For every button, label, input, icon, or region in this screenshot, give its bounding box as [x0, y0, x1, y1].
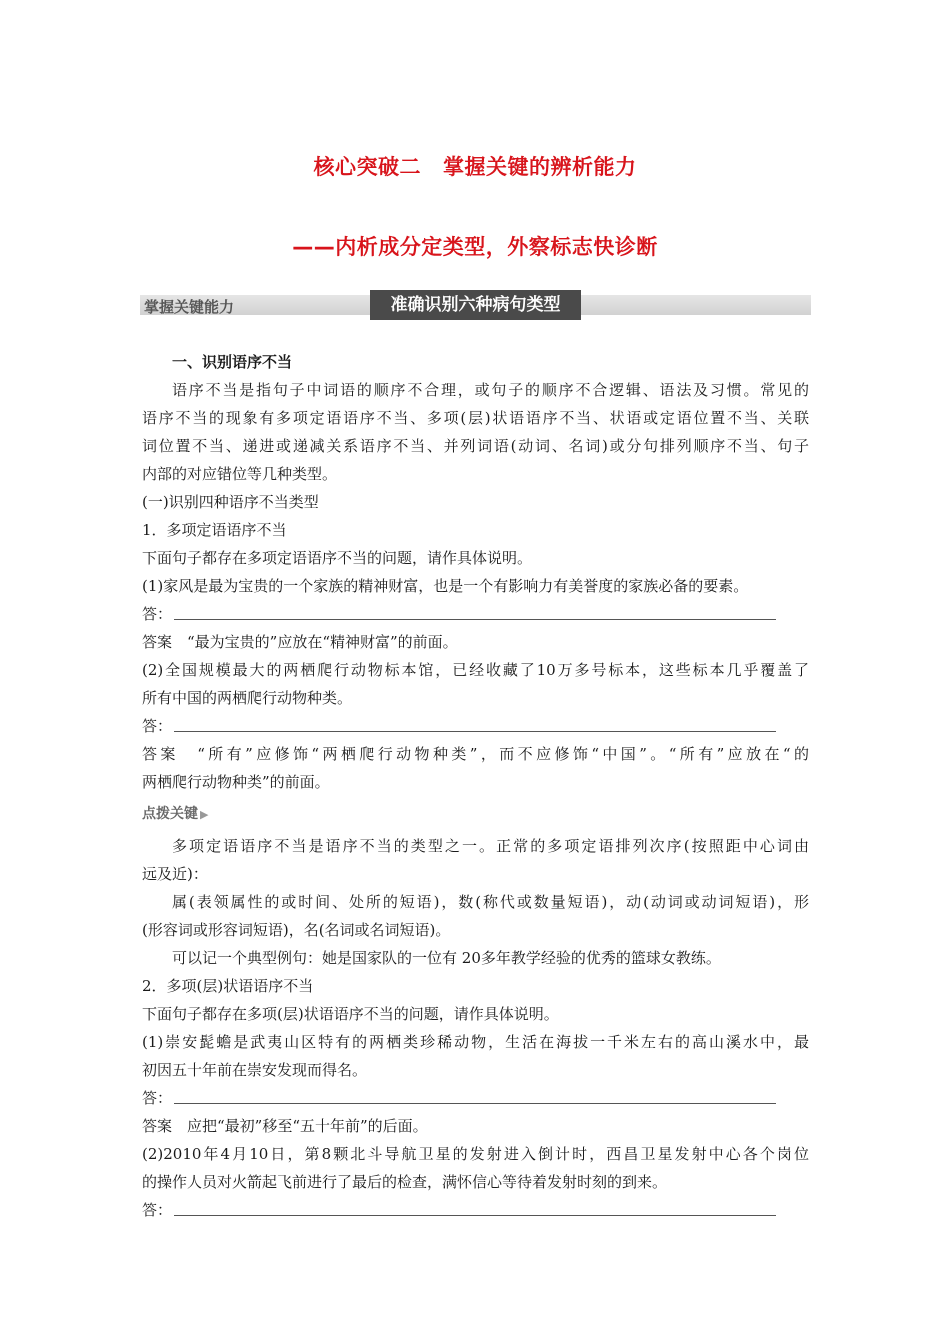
question-text: 初因五十年前在崇安发现而得名。 [142, 1061, 368, 1079]
question-text: (1)家风是最为宝贵的一个家族的精神财富，也是一个有影响力有美誉度的家族必备的要素。 [142, 577, 749, 595]
item-title: 1．多项定语语序不当 [142, 521, 287, 539]
title-sub: 掌握关键的辨析能力 [443, 155, 637, 179]
question-text: 的操作人员对火箭起飞前进行了最后的检查，满怀信心等待着发射时刻的到来。 [142, 1173, 668, 1191]
sub-heading: (一)识别四种语序不当类型 [142, 493, 319, 511]
answer-text: 答案 “所有”应修饰“两栖爬行动物种类”，而不应修饰“中国”。“所有”应放在“的 [142, 745, 809, 763]
banner-title-box: 准确识别六种病句类型 [370, 290, 581, 320]
question-text: (1)崇安髭蟾是武夷山区特有的两栖类珍稀动物，生活在海拔一千米左右的高山溪水中，最 [142, 1033, 809, 1051]
tip-heading [142, 804, 208, 825]
page-subtitle: ——内析成分定类型，外察标志快诊断 [292, 235, 658, 259]
item-title: 2．多项(层)状语语序不当 [142, 977, 314, 995]
section-heading: 一、识别语序不当 [172, 353, 293, 371]
answer-text: 两栖爬行动物种类”的前面。 [142, 773, 330, 791]
page-title [0, 151, 950, 181]
answer-blank-line [174, 1103, 776, 1104]
answer-text: 答案 “最为宝贵的”应放在“精神财富”的前面。 [142, 633, 458, 651]
tip-text: 远及近)： [142, 865, 208, 883]
answer-blank-line [174, 731, 776, 732]
question-text: (2)全国规模最大的两栖爬行动物标本馆，已经收藏了10万多号标本，这些标本几乎覆盖了 [142, 661, 809, 679]
tip-text: (形容词或形容词短语)，名(名词或名词短语)。 [142, 921, 451, 939]
item-prompt: 下面句子都存在多项(层)状语语序不当的问题，请作具体说明。 [142, 1005, 559, 1023]
banner-left-label: 掌握关键能力 [144, 298, 235, 316]
tip-text: 多项定语语序不当是语序不当的类型之一。正常的多项定语排列次序(按照距中心词由 [172, 837, 809, 855]
intro-line: 语序不当是指句子中词语的顺序不合理，或句子的顺序不合逻辑、语法及习惯。常见的 [172, 381, 809, 399]
answer-label: 答： [142, 605, 173, 623]
tip-text: 属(表领属性的或时间、处所的短语)，数(称代或数量短语)，动(动词或动词短语)，形 [172, 893, 809, 911]
title-main: 核心突破二 [313, 155, 421, 179]
triangle-right-icon: ▶ [200, 808, 209, 821]
tip-example: 可以记一个典型例句：她是国家队的一位有 20多年教学经验的优秀的篮球女教练。 [172, 949, 721, 967]
intro-line: 内部的对应错位等几种类型。 [142, 465, 338, 483]
answer-label: 答： [142, 717, 173, 735]
answer-blank-line [174, 619, 776, 620]
intro-line: 词位置不当、递进或递减关系语序不当、并列词语(动词、名词)或分句排列顺序不当、句子 [142, 437, 809, 455]
item-prompt: 下面句子都存在多项定语语序不当的问题，请作具体说明。 [142, 549, 533, 567]
intro-line: 语序不当的现象有多项定语语序不当、多项(层)状语语序不当、状语或定语位置不当、关联 [142, 409, 809, 427]
answer-label: 答： [142, 1201, 173, 1219]
tip-heading-label: 点拨关键 [142, 806, 198, 822]
answer-text: 答案 应把“最初”移至“五十年前”的后面。 [142, 1117, 428, 1135]
question-text: (2)2010年4月10日，第8颗北斗导航卫星的发射进入倒计时，西昌卫星发射中心各个岗位 [142, 1145, 809, 1163]
question-text: 所有中国的两栖爬行动物种类。 [142, 689, 353, 707]
answer-blank-line [174, 1215, 776, 1216]
answer-label: 答： [142, 1089, 173, 1107]
section-banner [140, 295, 811, 315]
